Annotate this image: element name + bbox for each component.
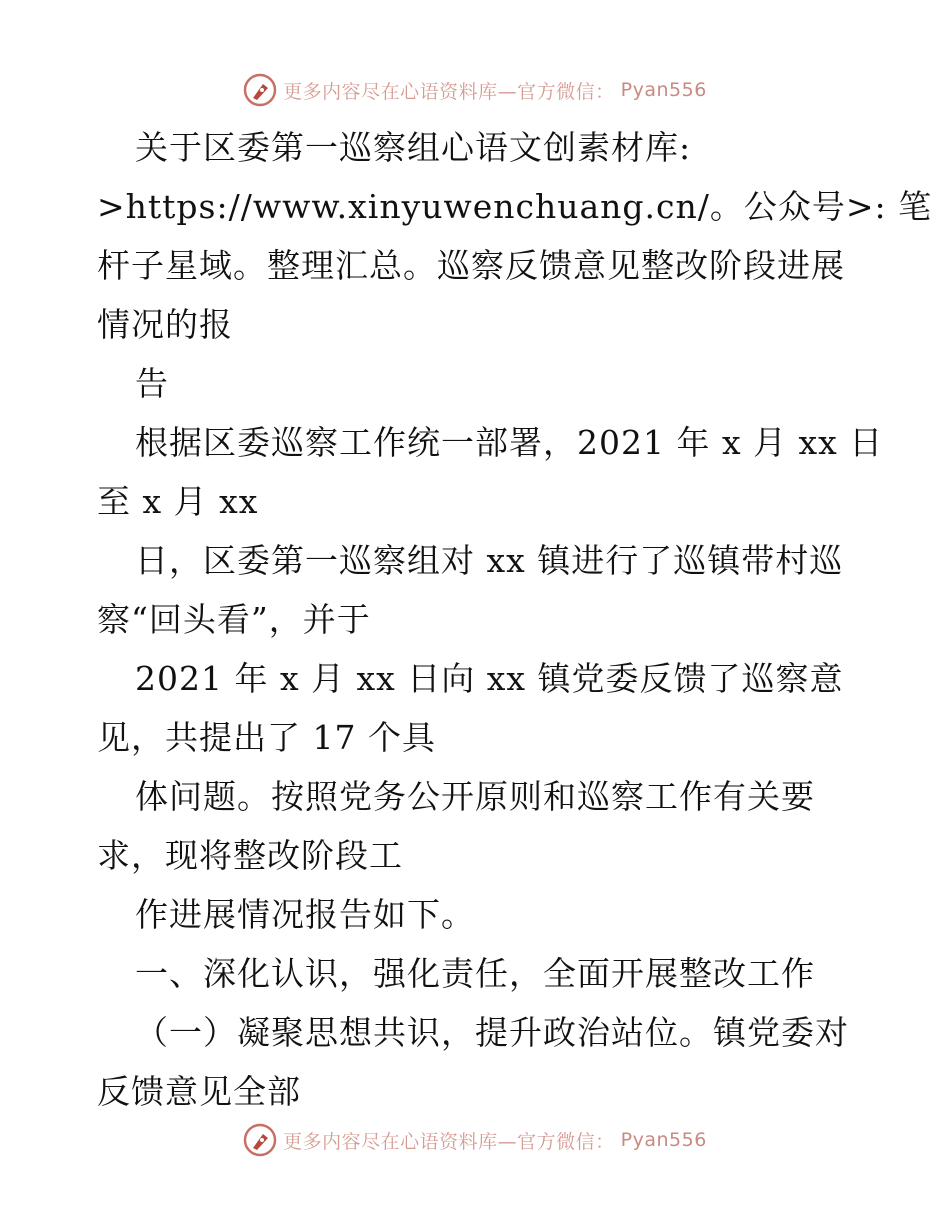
- doc-line: 杆子星域。整理汇总。巡察反馈意见整改阶段进展: [97, 246, 845, 285]
- doc-line: 关于区委第一巡察组心语文创素材库:: [135, 128, 692, 167]
- watermark-text: 更多内容尽在心语资料库—官方微信：: [283, 80, 615, 103]
- doc-line: 2021 年 x 月 xx 日向 xx 镇党委反馈了巡察意: [135, 659, 844, 698]
- doc-line: 作进展情况报告如下。: [135, 895, 475, 934]
- doc-line: 见，共提出了 17 个具: [97, 718, 436, 757]
- watermark-account: Pyan556: [620, 1129, 707, 1151]
- doc-line: >https://www.xinyuwenchuang.cn/。公众号>: 笔: [97, 187, 933, 226]
- doc-line: 体问题。按照党务公开原则和巡察工作有关要: [135, 777, 815, 816]
- watermark-account: Pyan556: [620, 79, 707, 101]
- watermark-text: 更多内容尽在心语资料库—官方微信：: [283, 1130, 615, 1153]
- doc-line: 情况的报: [97, 305, 233, 344]
- doc-line: （一）凝聚思想共识，提升政治站位。镇党委对: [135, 1013, 849, 1052]
- doc-line: 求，现将整改阶段工: [97, 836, 403, 875]
- pen-nib-circle-icon: [243, 73, 277, 107]
- document-body: [97, 118, 933, 1121]
- doc-line: 至 x 月 xx: [97, 482, 259, 521]
- section-heading: 一、深化认识，强化责任，全面开展整改工作: [135, 954, 815, 993]
- pen-nib-circle-icon: [243, 1123, 277, 1157]
- header-watermark: [0, 70, 950, 110]
- doc-line: 察“回头看”，并于: [97, 600, 371, 639]
- doc-line: 告: [135, 364, 169, 403]
- footer-watermark: [0, 1120, 950, 1160]
- doc-line: 根据区委巡察工作统一部署，2021 年 x 月 xx 日: [135, 423, 884, 462]
- doc-line: 反馈意见全部: [97, 1072, 301, 1111]
- doc-line: 日，区委第一巡察组对 xx 镇进行了巡镇带村巡: [135, 541, 844, 580]
